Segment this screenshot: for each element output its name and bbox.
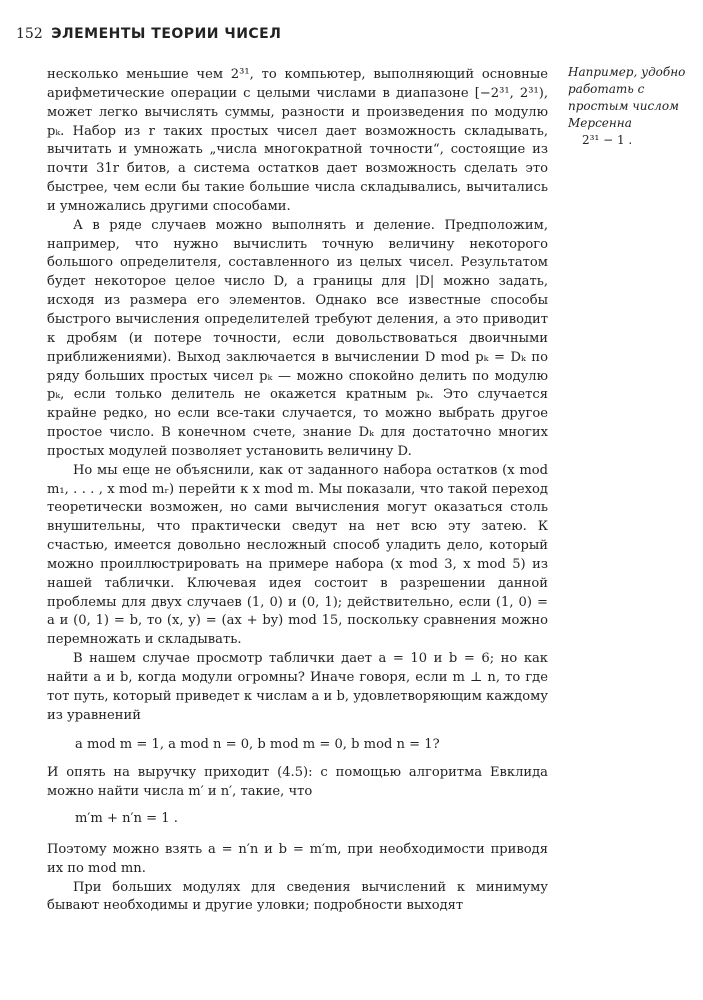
margin-note-text: Например, удобно работать с простым числом Мерсенна xyxy=(568,65,686,130)
margin-note-formula: 2³¹ − 1 . xyxy=(582,133,633,147)
paragraph-7: При больших модулях для сведения вычислений к минимуму бывают необходимы и другие уловки; подробности выходят xyxy=(47,879,548,914)
paragraph-6: Поэтому можно взять a = n′n и b = m′m, при необходимости приводя их по mod mn. xyxy=(47,841,548,876)
paragraph-1: несколько меньшие чем 2³¹, то компьютер, выполняющий основные арифметические операции с целыми числами в диапазоне [−2³¹, 2³¹), может легко вычислять суммы, разности и произведения по модулю pₖ. Набор из r таких простых чисел дает возможность складывать, вычитать и умножать „числа многократной точности“, состоящие из почти 31r битов, а система остатков дает возможность сделать это быстрее, чем если бы такие большие числа складывались, вычитались и умножались другими способами. xyxy=(47,67,548,214)
page-header xyxy=(16,26,281,42)
running-title: ЭЛЕМЕНТЫ ТЕОРИИ ЧИСЕЛ xyxy=(51,26,282,42)
margin-note xyxy=(568,64,698,149)
main-text-column xyxy=(47,66,548,916)
paragraph-4: В нашем случае просмотр таблички дает a = 10 и b = 6; но как найти a и b, когда модули огромны? Иначе говоря, если m ⊥ n, то где тот путь, который приведет к числам a и b, удовлетворяющим каждому из уравнений xyxy=(47,651,548,723)
formula-bezout: m′m + n′n = 1 . xyxy=(75,811,178,827)
paragraph-2: А в ряде случаев можно выполнять и деление. Предположим, например, что нужно вычислить точную величину некоторого большого определителя, составленного из целых чисел. Результатом будет некоторое целое число D, а границы для |D| можно задать, исходя из размера его элементов. Однако все известные способы быстрого вычисления определителей требуют деления, а это приводит к дробям (и потере точности, если довольствоваться двоичными приближениями). Выход заключается в вычислении D mod pₖ = Dₖ по ряду больших простых чисел pₖ — можно спокойно делить по модулю pₖ, если только делитель не окажется кратным pₖ. Это случается крайне редко, но если все-таки случается, то можно выбрать другое простое число. В конечном счете, знание Dₖ для достаточно многих простых модулей позволяет установить величину D. xyxy=(47,217,548,459)
page-number: 152 xyxy=(16,26,43,42)
formula-congruences: a mod m = 1, a mod n = 0, b mod m = 0, b mod n = 1? xyxy=(75,736,440,752)
paragraph-3: Но мы еще не объяснили, как от заданного набора остатков (x mod m₁, . . . , x mod mᵣ) перейти к x mod m. Мы показали, что такой переход теоретически возможен, но сами вычисления могут оказаться столь внушительны, что практически сведут на нет всю эту затею. К счастью, имеется довольно несложный способ уладить дело, который можно проиллюстрировать на примере набора (x mod 3, x mod 5) из нашей таблички. Ключевая идея состоит в разрешении данной проблемы для двух случаев (1, 0) и (0, 1); действительно, если (1, 0) = a и (0, 1) = b, то (x, y) = (ax + by) mod 15, поскольку сравнения можно перемножать и складывать. xyxy=(47,462,548,648)
paragraph-5: И опять на выручку приходит (4.5): с помощью алгоритма Евклида можно найти числа m′ и n′, такие, что xyxy=(47,765,548,800)
